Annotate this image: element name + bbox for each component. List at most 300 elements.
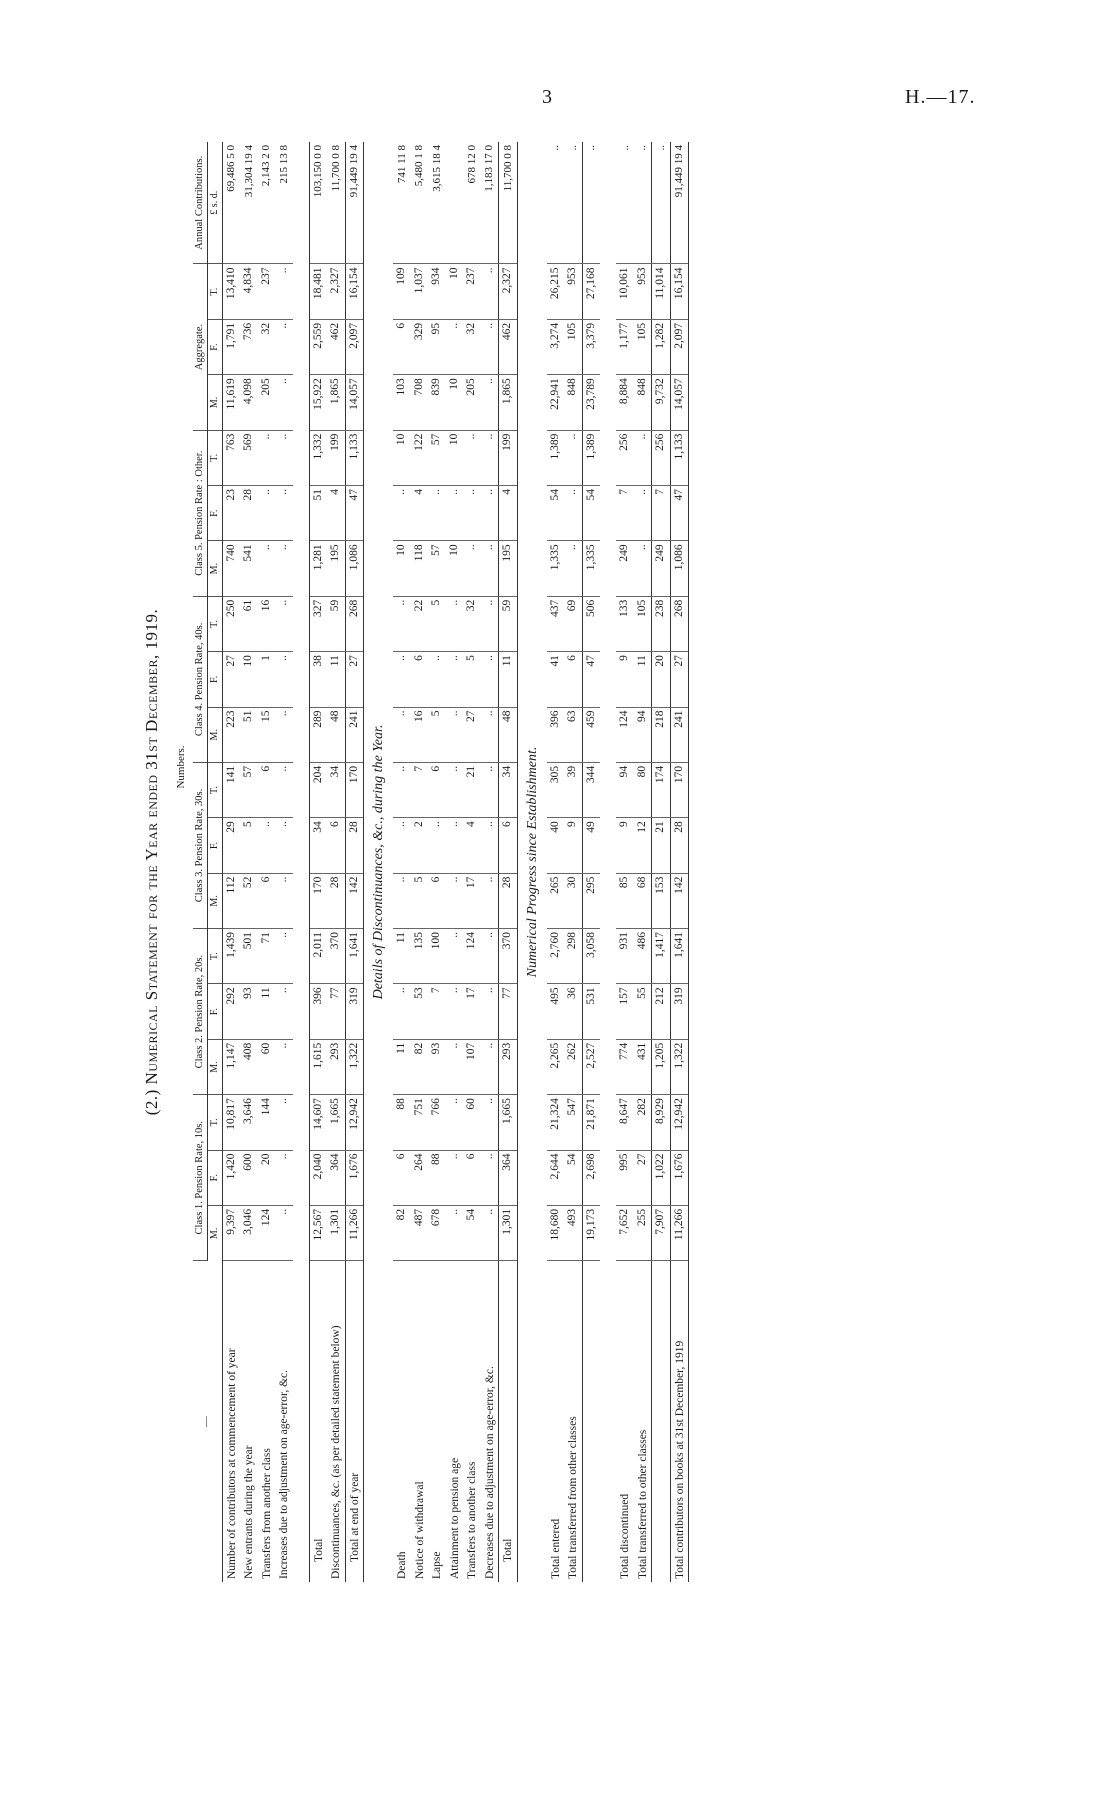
cell-value: 241 xyxy=(670,707,689,762)
cell-value: 48 xyxy=(499,707,518,762)
cell-value: 21 xyxy=(463,762,481,817)
cell-value: .. xyxy=(446,1150,464,1205)
cell-value: 6 xyxy=(428,762,446,817)
cell-value: 238 xyxy=(652,596,671,651)
cell-value: 88 xyxy=(393,1095,411,1150)
cell-value: 255 xyxy=(634,1205,652,1260)
cell-value: 736 xyxy=(240,319,258,374)
cell-value: 16 xyxy=(411,707,429,762)
cell-value: 2,097 xyxy=(670,319,689,374)
cell-value: 1,676 xyxy=(670,1150,689,1205)
cell-value: 142 xyxy=(670,873,689,928)
cell-value: .. xyxy=(463,541,481,596)
cell-value: 1,133 xyxy=(345,430,364,485)
annual-contribution-cell: 5,480 1 8 xyxy=(411,142,429,264)
cell-value: 9,397 xyxy=(222,1205,240,1260)
annual-contribution-cell: 31,304 19 4 xyxy=(240,142,258,264)
cell-value: 268 xyxy=(670,596,689,651)
cell-value: 344 xyxy=(582,762,600,817)
row-description: Total transferred to other classes xyxy=(636,1429,649,1579)
cell-value: 2,760 xyxy=(547,929,565,984)
cell-value: 29 xyxy=(222,818,240,873)
annual-contribution-cell: 215 13 8 xyxy=(275,142,293,264)
cell-value: .. xyxy=(481,430,499,485)
cell-value: 329 xyxy=(411,319,429,374)
cell-value: 2 xyxy=(411,818,429,873)
cell-value: 462 xyxy=(499,319,518,374)
cell-value: .. xyxy=(393,596,411,651)
cell-value: 1,022 xyxy=(652,1150,671,1205)
cell-value: 6 xyxy=(428,873,446,928)
cell-value: 600 xyxy=(240,1150,258,1205)
cell-value: .. xyxy=(258,486,276,541)
cell-value: 541 xyxy=(240,541,258,596)
numerical-statement-table xyxy=(193,142,689,1582)
sub-m: M. xyxy=(208,541,223,596)
row-description: Total at end of year xyxy=(345,1261,364,1582)
cell-value: .. xyxy=(393,984,411,1039)
cell-value: .. xyxy=(275,984,293,1039)
cell-value: 105 xyxy=(634,319,652,374)
cell-value: 678 xyxy=(428,1205,446,1260)
cell-value: 1,177 xyxy=(616,319,634,374)
cell-value: 1,641 xyxy=(345,929,364,984)
cell-value: .. xyxy=(446,1205,464,1260)
sub-t: T. xyxy=(208,762,223,817)
cell-value: .. xyxy=(275,264,293,319)
cell-value: .. xyxy=(446,319,464,374)
row-description: Lapse xyxy=(431,1551,444,1579)
cell-value: 14,607 xyxy=(309,1095,327,1150)
cell-value: 11 xyxy=(327,652,345,707)
cell-value: .. xyxy=(275,375,293,430)
cell-value: 27 xyxy=(463,707,481,762)
cell-value: 57 xyxy=(428,430,446,485)
cell-value: 69 xyxy=(564,596,582,651)
cell-value: 52 xyxy=(240,873,258,928)
cell-value: 10 xyxy=(446,430,464,485)
cell-value: 396 xyxy=(547,707,565,762)
cell-value: 763 xyxy=(222,430,240,485)
cell-value: 27 xyxy=(634,1150,652,1205)
sub-m: M. xyxy=(208,707,223,762)
sub-t: T. xyxy=(208,596,223,651)
cell-value: 28 xyxy=(345,818,364,873)
details-row xyxy=(481,142,499,1582)
cell-value: 6 xyxy=(327,818,345,873)
cell-value: 1,037 xyxy=(411,264,429,319)
cell-value: 1,086 xyxy=(670,541,689,596)
cell-value: 493 xyxy=(564,1205,582,1260)
cell-value: .. xyxy=(634,430,652,485)
cell-value: 105 xyxy=(634,596,652,651)
cell-value: .. xyxy=(428,486,446,541)
cell-value: 953 xyxy=(564,264,582,319)
cell-value: 5 xyxy=(428,707,446,762)
row-description xyxy=(652,1261,671,1582)
details-section-title-text: Details of Discontinuances, &c., during the Year. xyxy=(371,724,387,1000)
cell-value: 27 xyxy=(345,652,364,707)
cell-value: 23 xyxy=(222,486,240,541)
cell-value: 2,265 xyxy=(547,1039,565,1094)
cell-value: 1,641 xyxy=(670,929,689,984)
cell-value: 1,322 xyxy=(670,1039,689,1094)
final-total-row xyxy=(670,142,689,1582)
cell-value: .. xyxy=(275,1150,293,1205)
cell-value: 77 xyxy=(499,984,518,1039)
cell-value: 14,057 xyxy=(670,375,689,430)
cell-value: 36 xyxy=(564,984,582,1039)
cell-value: 774 xyxy=(616,1039,634,1094)
top-row xyxy=(275,142,293,1582)
cell-value: 265 xyxy=(547,873,565,928)
cell-value: .. xyxy=(258,541,276,596)
cell-value: 2,327 xyxy=(499,264,518,319)
cell-value: 495 xyxy=(547,984,565,1039)
sub-t: T. xyxy=(208,929,223,984)
cell-value: 1,281 xyxy=(309,541,327,596)
cell-value: 112 xyxy=(222,873,240,928)
cell-value: 10 xyxy=(446,264,464,319)
cell-value: 7,652 xyxy=(616,1205,634,1260)
cell-value: 199 xyxy=(499,430,518,485)
cell-value: .. xyxy=(481,541,499,596)
cell-value: 22,941 xyxy=(547,375,565,430)
cell-value: 11 xyxy=(258,984,276,1039)
header-class-4: Class 4. Pension Rate, 40s. xyxy=(193,596,208,762)
cell-value: 289 xyxy=(309,707,327,762)
cell-value: 241 xyxy=(345,707,364,762)
cell-value: 7,907 xyxy=(652,1205,671,1260)
cell-value: 1,865 xyxy=(499,375,518,430)
cell-value: 18,680 xyxy=(547,1205,565,1260)
cell-value: 7 xyxy=(652,486,671,541)
cell-value: 157 xyxy=(616,984,634,1039)
cell-value: 11,619 xyxy=(222,375,240,430)
cell-value: .. xyxy=(446,707,464,762)
cell-value: 848 xyxy=(634,375,652,430)
annual-contribution-cell: 69,486 5 0 xyxy=(222,142,240,264)
cell-value: 740 xyxy=(222,541,240,596)
cell-value: 85 xyxy=(616,873,634,928)
cell-value: 11 xyxy=(499,652,518,707)
cell-value: 20 xyxy=(652,652,671,707)
cell-value: .. xyxy=(275,541,293,596)
cell-value: 223 xyxy=(222,707,240,762)
row-description: Total entered xyxy=(549,1518,562,1579)
cell-value: 93 xyxy=(428,1039,446,1094)
cell-value: 1,335 xyxy=(582,541,600,596)
cell-value: .. xyxy=(463,486,481,541)
cell-value: 15,922 xyxy=(309,375,327,430)
cell-value: 82 xyxy=(411,1039,429,1094)
cell-value: 10 xyxy=(446,375,464,430)
cell-value: 7 xyxy=(411,762,429,817)
cell-value: .. xyxy=(446,984,464,1039)
cell-value: 11,266 xyxy=(345,1205,364,1260)
cell-value: 848 xyxy=(564,375,582,430)
row-description: Attainment to pension age xyxy=(448,1457,461,1579)
cell-value: .. xyxy=(564,430,582,485)
cell-value: 122 xyxy=(411,430,429,485)
cell-value: 16,154 xyxy=(345,264,364,319)
annual-contribution-cell: 11,700 0 8 xyxy=(327,142,345,264)
cell-value: 1,301 xyxy=(499,1205,518,1260)
cell-value: 12,942 xyxy=(345,1095,364,1150)
cell-value: 19,173 xyxy=(582,1205,600,1260)
cell-value: 38 xyxy=(309,652,327,707)
cell-value: .. xyxy=(634,486,652,541)
cell-value: 20 xyxy=(258,1150,276,1205)
cell-value: 2,097 xyxy=(345,319,364,374)
cell-value: 10,817 xyxy=(222,1095,240,1150)
annual-contribution-cell: 678 12 0 xyxy=(463,142,481,264)
cell-value: .. xyxy=(481,652,499,707)
row-description: Number of contributors at commencement of year xyxy=(225,1348,238,1579)
cell-value: .. xyxy=(481,486,499,541)
cell-value: 1,665 xyxy=(499,1095,518,1150)
cell-value: 2,527 xyxy=(582,1039,600,1094)
cell-value: 9 xyxy=(616,818,634,873)
cell-value: 8,647 xyxy=(616,1095,634,1150)
cell-value: 1,086 xyxy=(345,541,364,596)
cell-value: 1,417 xyxy=(652,929,671,984)
cell-value: 1,615 xyxy=(309,1039,327,1094)
cell-value: 61 xyxy=(240,596,258,651)
numbers-label: Numbers. xyxy=(175,745,187,789)
cell-value: 7 xyxy=(428,984,446,1039)
cell-value: 28 xyxy=(327,873,345,928)
paper-reference: H.—17. xyxy=(905,86,976,108)
cell-value: 2,559 xyxy=(309,319,327,374)
cell-value: .. xyxy=(258,818,276,873)
cell-value: 4 xyxy=(463,818,481,873)
cell-value: 144 xyxy=(258,1095,276,1150)
cell-value: 293 xyxy=(499,1039,518,1094)
cell-value: 21 xyxy=(652,818,671,873)
cell-value: 11 xyxy=(634,652,652,707)
cell-value: 1,665 xyxy=(327,1095,345,1150)
cell-value: 282 xyxy=(634,1095,652,1150)
cell-value: 28 xyxy=(499,873,518,928)
cell-value: 82 xyxy=(393,1205,411,1260)
cell-value: 13,410 xyxy=(222,264,240,319)
spacer-row xyxy=(600,142,616,1582)
cell-value: .. xyxy=(446,1039,464,1094)
cell-value: 250 xyxy=(222,596,240,651)
cell-value: 95 xyxy=(428,319,446,374)
cell-value: 26,215 xyxy=(547,264,565,319)
cell-value: 57 xyxy=(240,762,258,817)
cell-value: .. xyxy=(393,762,411,817)
cell-value: 49 xyxy=(582,818,600,873)
cell-value: .. xyxy=(428,818,446,873)
cell-value: 23,789 xyxy=(582,375,600,430)
row-description: Death xyxy=(396,1551,409,1579)
cell-value: 205 xyxy=(258,375,276,430)
annual-contribution-cell: .. xyxy=(616,142,634,264)
annual-contribution-cell: .. xyxy=(582,142,600,264)
cell-value: 8,884 xyxy=(616,375,634,430)
sub-f: F. xyxy=(208,319,223,374)
row-description: Discontinuances, &c. (as per detailed statement below) xyxy=(330,1325,343,1579)
cell-value: .. xyxy=(275,818,293,873)
cell-value: 93 xyxy=(240,984,258,1039)
cell-value: 3,274 xyxy=(547,319,565,374)
cell-value: .. xyxy=(275,762,293,817)
cell-value: 77 xyxy=(327,984,345,1039)
cell-value: 547 xyxy=(564,1095,582,1150)
sub-pounds-shillings-pence: £ s. d. xyxy=(208,142,223,264)
cell-value: 237 xyxy=(463,264,481,319)
header-blank: — xyxy=(193,1261,222,1582)
cell-value: .. xyxy=(275,1095,293,1150)
cell-value: 4,834 xyxy=(240,264,258,319)
cell-value: 295 xyxy=(582,873,600,928)
row-description: Increases due to adjustment on age-error, &c. xyxy=(278,1369,291,1579)
details-total-row xyxy=(499,142,518,1582)
cell-value: 68 xyxy=(634,873,652,928)
cell-value: 268 xyxy=(345,596,364,651)
cell-value: 839 xyxy=(428,375,446,430)
cell-value: 47 xyxy=(345,486,364,541)
cell-value: 249 xyxy=(616,541,634,596)
cell-value: 124 xyxy=(463,929,481,984)
cell-value: 298 xyxy=(564,929,582,984)
annual-contribution-cell: .. xyxy=(634,142,652,264)
cell-value: 142 xyxy=(345,873,364,928)
cell-value: .. xyxy=(564,541,582,596)
cell-value: 766 xyxy=(428,1095,446,1150)
cell-value: 205 xyxy=(463,375,481,430)
cell-value: 54 xyxy=(463,1205,481,1260)
cell-value: 107 xyxy=(463,1039,481,1094)
cell-value: 30 xyxy=(564,873,582,928)
cell-value: 487 xyxy=(411,1205,429,1260)
row-description: Total xyxy=(309,1261,327,1582)
cell-value: 10 xyxy=(446,541,464,596)
cell-value: 4 xyxy=(411,486,429,541)
cell-value: 53 xyxy=(411,984,429,1039)
cell-value: .. xyxy=(275,1039,293,1094)
cell-value: 501 xyxy=(240,929,258,984)
cell-value: 28 xyxy=(240,486,258,541)
cell-value: .. xyxy=(446,873,464,928)
cell-value: 2,698 xyxy=(582,1150,600,1205)
cell-value: .. xyxy=(275,1205,293,1260)
progress-row xyxy=(616,142,634,1582)
cell-value: 569 xyxy=(240,430,258,485)
cell-value: 124 xyxy=(616,707,634,762)
cell-value: 10,061 xyxy=(616,264,634,319)
cell-value: 63 xyxy=(564,707,582,762)
cell-value: 141 xyxy=(222,762,240,817)
annual-contribution-cell: 91,449 19 4 xyxy=(345,142,364,264)
sub-f: F. xyxy=(208,652,223,707)
cell-value: 88 xyxy=(428,1150,446,1205)
cell-value: 486 xyxy=(634,929,652,984)
cell-value: 27,168 xyxy=(582,264,600,319)
cell-value: .. xyxy=(481,929,499,984)
row-description: New entrants during the year xyxy=(243,1445,256,1579)
cell-value: 1,322 xyxy=(345,1039,364,1094)
cell-value: .. xyxy=(275,430,293,485)
cell-value: .. xyxy=(446,929,464,984)
cell-value: 218 xyxy=(652,707,671,762)
annual-contribution-cell: 741 11 8 xyxy=(393,142,411,264)
cell-value: 94 xyxy=(616,762,634,817)
cell-value: 2,644 xyxy=(547,1150,565,1205)
cell-value: 237 xyxy=(258,264,276,319)
cell-value: 170 xyxy=(309,873,327,928)
cell-value: 396 xyxy=(309,984,327,1039)
cell-value: 9 xyxy=(616,652,634,707)
cell-value: 11,266 xyxy=(670,1205,689,1260)
cell-value: 10 xyxy=(240,652,258,707)
cell-value: 1,205 xyxy=(652,1039,671,1094)
cell-value: 47 xyxy=(670,486,689,541)
cell-value: 408 xyxy=(240,1039,258,1094)
cell-value: 32 xyxy=(463,596,481,651)
cell-value: 305 xyxy=(547,762,565,817)
details-row xyxy=(393,142,411,1582)
cell-value: .. xyxy=(275,929,293,984)
cell-value: .. xyxy=(393,652,411,707)
cell-value: 5 xyxy=(411,873,429,928)
cell-value: 6 xyxy=(564,652,582,707)
cell-value: .. xyxy=(446,652,464,707)
cell-value: .. xyxy=(481,818,499,873)
cell-value: 51 xyxy=(240,707,258,762)
cell-value: .. xyxy=(481,1205,499,1260)
cell-value: 51 xyxy=(309,486,327,541)
cell-value: 1,133 xyxy=(670,430,689,485)
cell-value: 319 xyxy=(345,984,364,1039)
cell-value: 262 xyxy=(564,1039,582,1094)
cell-value: 292 xyxy=(222,984,240,1039)
cell-value: 4 xyxy=(327,486,345,541)
progress-row xyxy=(634,142,652,1582)
cell-value: 1,282 xyxy=(652,319,671,374)
cell-value: .. xyxy=(275,486,293,541)
cell-value: .. xyxy=(275,596,293,651)
cell-value: 1,301 xyxy=(327,1205,345,1260)
cell-value: 54 xyxy=(564,1150,582,1205)
cell-value: .. xyxy=(275,319,293,374)
header-aggregate: Aggregate. xyxy=(193,264,208,430)
cell-value: 170 xyxy=(345,762,364,817)
cell-value: 9 xyxy=(564,818,582,873)
cell-value: 103 xyxy=(393,375,411,430)
cell-value: 1,147 xyxy=(222,1039,240,1094)
cell-value: 370 xyxy=(499,929,518,984)
top-row xyxy=(240,142,258,1582)
cell-value: 1,439 xyxy=(222,929,240,984)
header-class-2: Class 2. Pension Rate, 20s. xyxy=(193,929,208,1095)
cell-value: 17 xyxy=(463,984,481,1039)
cell-value: 256 xyxy=(652,430,671,485)
cell-value: 59 xyxy=(499,596,518,651)
row-description: Transfers to another class xyxy=(466,1461,479,1579)
sub-m: M. xyxy=(208,873,223,928)
progress-subtotal-row xyxy=(652,142,671,1582)
row-description: Total discontinued xyxy=(619,1493,632,1579)
sub-m: M. xyxy=(208,1205,223,1260)
spacer-row xyxy=(293,142,310,1582)
cell-value: 212 xyxy=(652,984,671,1039)
cell-value: .. xyxy=(481,319,499,374)
top-row xyxy=(222,142,240,1582)
